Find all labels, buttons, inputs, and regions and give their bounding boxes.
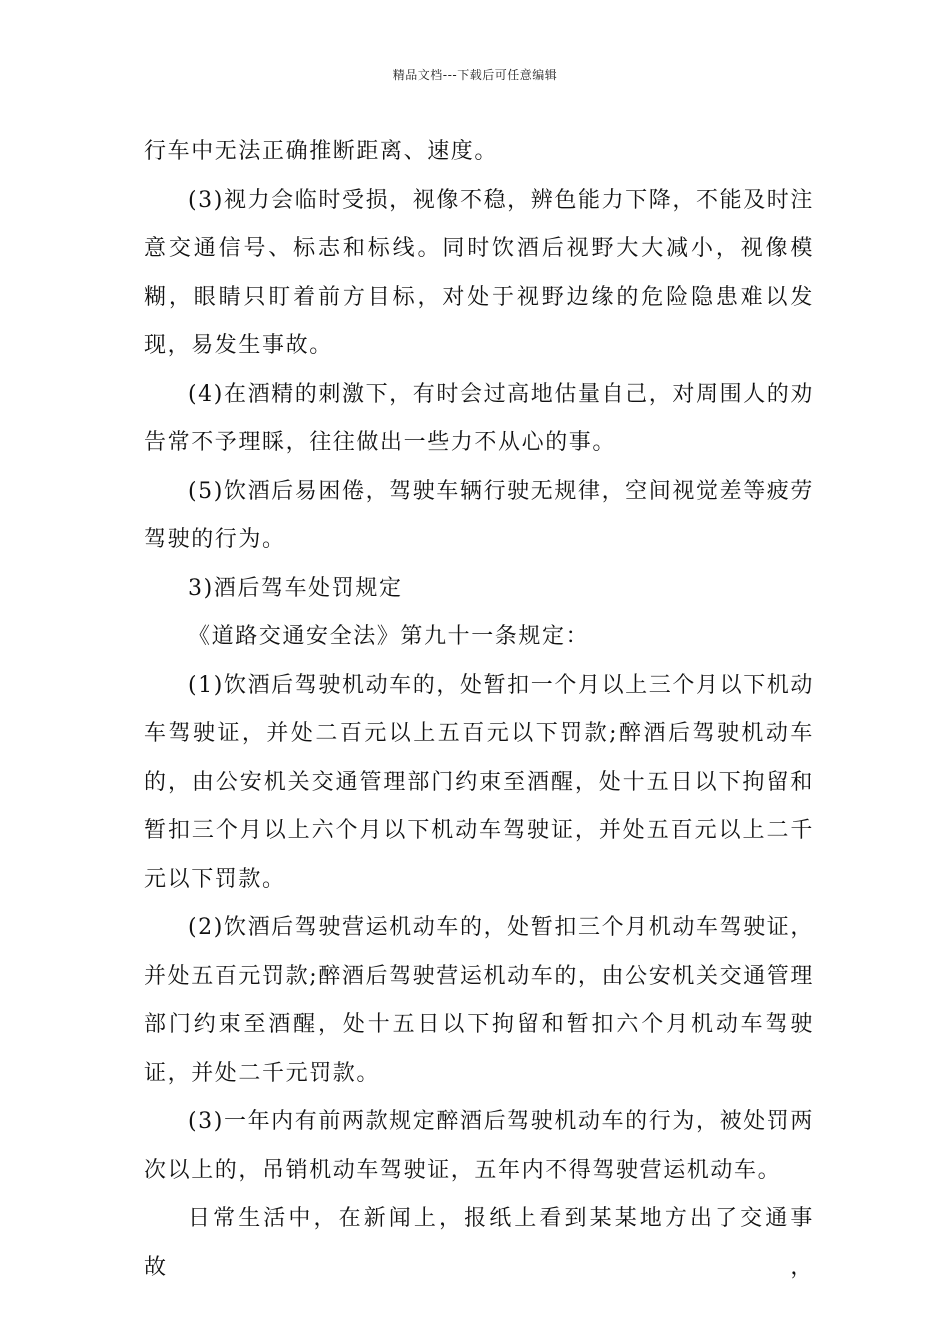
paragraph: (4)在酒精的刺激下，有时会过高地估量自己，对周围人的劝告常不予理睬，往往做出一些力不从心的事。 (144, 381, 814, 455)
paragraph: 行车中无法正确推断距离、速度。 (144, 139, 499, 164)
paragraph: (3)一年内有前两款规定醉酒后驾驶机动车的行为，被处罚两次以上的，吊销机动车驾驶证，五年内不得驾驶营运机动车。 (144, 1109, 814, 1183)
paragraph: (5)饮酒后易困倦，驾驶车辆行驶无规律，空间视觉差等疲劳驾驶的行为。 (144, 478, 814, 552)
paragraph: 日常生活中，在新闻上，报纸上看到某某地方出了交通事故， (144, 1206, 814, 1280)
paragraph: 《道路交通安全法》第九十一条规定： (188, 624, 590, 649)
section-heading: 3)酒后驾车处罚规定 (188, 575, 403, 601)
paragraph: (3)视力会临时受损，视像不稳，辨色能力下降，不能及时注意交通信号、标志和标线。同时饮酒后视野大大减小，视像模糊，眼睛只盯着前方目标，对处于视野边缘的危险隐患难以发现，易发生事故。 (144, 187, 814, 358)
page-header: 精品文档---下载后可任意编辑 (392, 68, 558, 82)
paragraph: (1)饮酒后驾驶机动车的，处暂扣一个月以上三个月以下机动车驾驶证，并处二百元以上五百元以下罚款;醉酒后驾驶机动车的，由公安机关交通管理部门约束至酒醒，处十五日以下拘留和暂扣三个月以上六个月以下机动车驾驶证，并处五百元以上二千元以下罚款。 (144, 672, 814, 892)
document-body (144, 128, 814, 1292)
paragraph: (2)饮酒后驾驶营运机动车的，处暂扣三个月机动车驾驶证，并处五百元罚款;醉酒后驾驶营运机动车的，由公安机关交通管理部门约束至酒醒，处十五日以下拘留和暂扣六个月机动车驾驶证，并处二千元罚款。 (144, 915, 814, 1086)
